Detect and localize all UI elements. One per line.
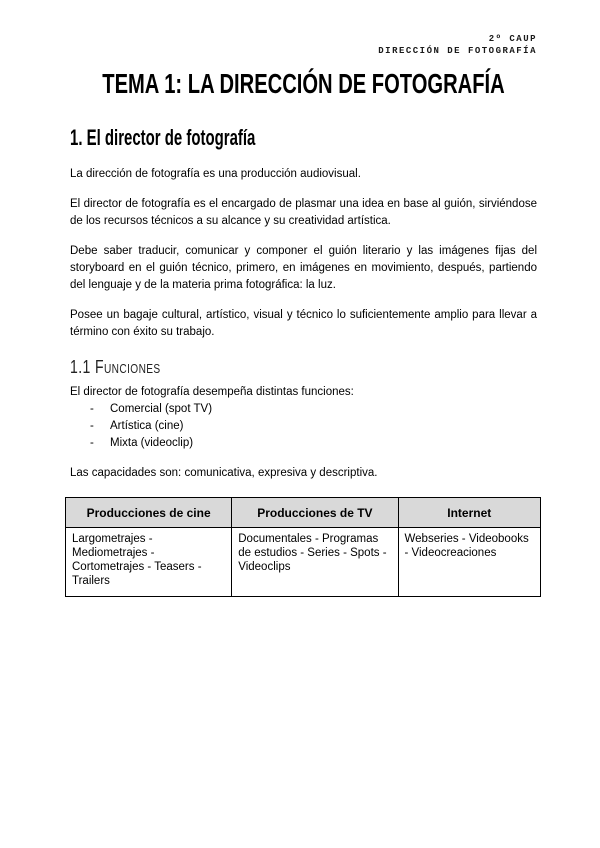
table-header-internet: Internet xyxy=(398,498,541,528)
list-dash: - xyxy=(90,403,94,415)
list-item xyxy=(70,435,537,452)
header-subject-label: DIRECCIÓN DE FOTOGRAFÍA xyxy=(378,46,537,56)
list-item-label: Mixta (videoclip) xyxy=(110,437,194,449)
document-header xyxy=(70,33,537,57)
table-cell-tv: Documentales - Programas de estudios - Series - Spots - Videoclips xyxy=(232,528,398,597)
list-dash: - xyxy=(90,420,94,432)
table-header-tv: Producciones de TV xyxy=(232,498,398,528)
list-item xyxy=(70,401,537,418)
paragraph-1: La dirección de fotografía es una producción audiovisual. xyxy=(70,168,361,180)
page-title-text: TEMA 1: LA DIRECCIÓN DE FOTOGRAFÍA xyxy=(102,68,505,99)
paragraph-4: Posee un bagaje cultural, artístico, visual y técnico lo suficientemente amplio para llevar a término con éxito su trabajo. xyxy=(70,309,537,338)
productions-table xyxy=(65,497,541,597)
functions-intro: El director de fotografía desempeña distintas funciones: xyxy=(70,386,354,398)
page-title xyxy=(70,69,537,99)
section-heading-text: 1. El director de fotografía xyxy=(70,125,256,150)
list-item-label: Artística (cine) xyxy=(110,420,184,432)
section-heading xyxy=(70,125,537,151)
header-course-label: 2º CAUP xyxy=(488,34,537,44)
paragraph-3: Debe saber traducir, comunicar y componer el guión literario y las imágenes fijas del storyboard en el guión técnico, primero, en imágenes en movimiento, después, partiendo del lenguaje y de la materia prima fotográfica: la luz. xyxy=(70,245,537,291)
subsection-heading xyxy=(70,357,537,377)
paragraph-2: El director de fotografía es el encargado de plasmar una idea en base al guión, sirviéndose de los recursos técnicos a su alcance y su creatividad artística. xyxy=(70,198,537,227)
functions-list xyxy=(70,401,537,452)
table-header-cine: Producciones de cine xyxy=(66,498,232,528)
table-row xyxy=(66,528,541,597)
list-item-label: Comercial (spot TV) xyxy=(110,403,213,415)
table-cell-internet: Webseries - Videobooks - Videocreaciones xyxy=(398,528,541,597)
table-header-row xyxy=(66,498,541,528)
table-cell-cine: Largometrajes - Mediometrajes - Cortometrajes - Teasers - Trailers xyxy=(66,528,232,597)
list-item xyxy=(70,418,537,435)
subsection-heading-text: 1.1 Funciones xyxy=(70,357,161,377)
list-dash: - xyxy=(90,437,94,449)
capacities-text: Las capacidades son: comunicativa, expresiva y descriptiva. xyxy=(70,467,378,479)
